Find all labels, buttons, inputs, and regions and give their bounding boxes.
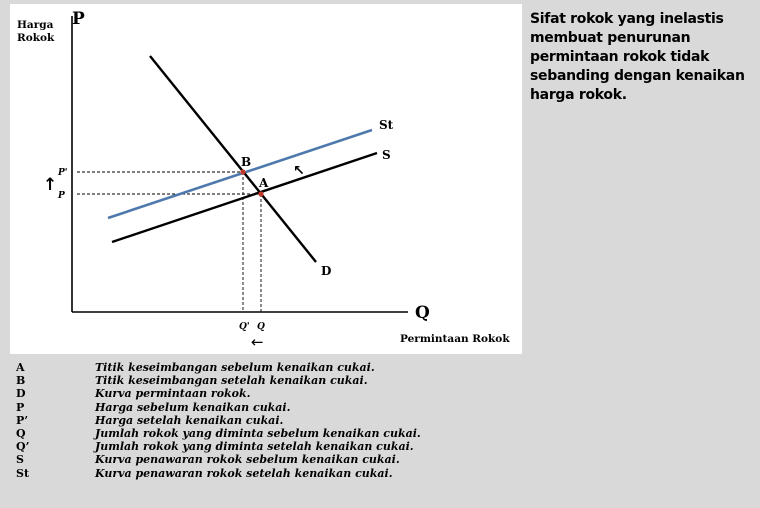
legend-key: D	[16, 387, 26, 401]
x-axis-label: Permintaan Rokok	[400, 333, 510, 345]
curve-st-label: St	[379, 118, 394, 132]
legend-key: Q	[16, 427, 26, 441]
y-axis-label-line2: Rokok	[17, 32, 55, 44]
legend-row	[16, 453, 421, 466]
x-axis-symbol: Q	[415, 303, 430, 323]
y-axis-symbol: P	[72, 9, 85, 29]
legend-description: Harga setelah kenaikan cukai.	[95, 413, 284, 427]
supply-demand-diagram	[10, 4, 522, 354]
legend-description: Kurva permintaan rokok.	[95, 387, 251, 401]
legend-row	[16, 427, 421, 440]
legend-key: St	[16, 466, 30, 480]
legend-key: P	[16, 400, 25, 414]
legend-key: Q’	[16, 440, 30, 454]
legend-key: B	[16, 374, 26, 388]
legend-row	[16, 467, 421, 480]
curve-s-label: S	[382, 148, 391, 162]
legend-row	[16, 440, 421, 453]
legend-row	[16, 361, 421, 374]
legend-row	[16, 374, 421, 387]
legend-description: Titik keseimbangan setelah kenaikan cukai.	[95, 374, 368, 388]
y-axis-label-line1: Harga	[17, 19, 54, 31]
point-b-marker	[240, 169, 245, 174]
legend	[16, 361, 421, 480]
legend-description: Jumlah rokok yang diminta sebelum kenaikan cukai.	[95, 427, 421, 441]
point-b-label: B	[241, 155, 252, 169]
supply-shift-arrow-icon: ↖	[293, 163, 305, 179]
legend-description: Kurva penawaran rokok sebelum kenaikan cukai.	[95, 453, 400, 467]
legend-key: A	[16, 361, 25, 374]
legend-description: Kurva penawaran rokok setelah kenaikan cukai.	[95, 466, 393, 480]
tick-p: P	[58, 191, 65, 201]
tick-q-prime: Q'	[239, 322, 250, 332]
tick-p-prime: P'	[58, 168, 68, 178]
legend-description: Titik keseimbangan sebelum kenaikan cukai.	[95, 361, 375, 374]
point-a-marker	[258, 191, 263, 196]
legend-description: Jumlah rokok yang diminta setelah kenaikan cukai.	[95, 440, 414, 454]
tick-q: Q	[257, 322, 265, 332]
legend-key: S	[16, 453, 24, 467]
legend-row	[16, 414, 421, 427]
caption-text: Sifat rokok yang inelastis membuat penurunan permintaan rokok tidak sebanding dengan kenaikan harga rokok.	[530, 11, 745, 103]
supply-curve-st	[108, 130, 372, 218]
curve-d-label: D	[321, 264, 332, 278]
legend-row	[16, 401, 421, 414]
quantity-left-arrow-icon: ←	[251, 333, 264, 351]
legend-key: P’	[16, 413, 29, 427]
legend-row	[16, 387, 421, 400]
demand-curve-d	[150, 56, 316, 262]
legend-description: Harga sebelum kenaikan cukai.	[95, 400, 291, 414]
price-up-arrow-icon: ↑	[43, 175, 58, 195]
point-a-label: A	[259, 176, 269, 190]
diagram-svg	[10, 4, 522, 354]
